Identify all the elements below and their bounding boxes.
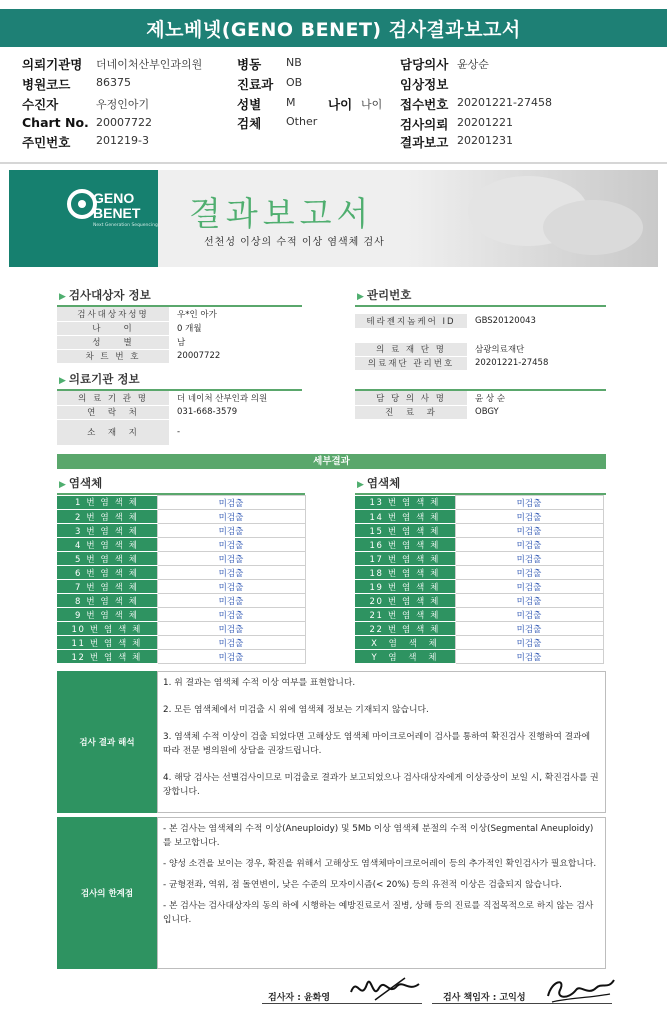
chart-label: Chart No. bbox=[22, 115, 89, 130]
chromosome-name: 19 번 염 색 체 bbox=[355, 580, 455, 594]
genobenet-logo bbox=[9, 170, 158, 267]
chromosome-result: 미검출 bbox=[157, 636, 305, 650]
request-meta bbox=[22, 55, 652, 155]
chromosome-name: 10 번 염 색 체 bbox=[57, 622, 157, 636]
chromosome-name: 7 번 염 색 체 bbox=[57, 580, 157, 594]
facility-value: 031-668-3579 bbox=[177, 407, 238, 417]
facility-key: 진 료 과 bbox=[355, 405, 467, 419]
interpretation-box bbox=[57, 671, 606, 813]
chromosome-row bbox=[57, 594, 305, 608]
institution-label: 의뢰기관명 bbox=[22, 57, 83, 72]
section-arrow-icon: ▶ bbox=[357, 480, 364, 490]
chromosome-name: 18 번 염 색 체 bbox=[355, 566, 455, 580]
specimen-label: 검체 bbox=[237, 116, 262, 131]
facility-key: 담 당 의 사 명 bbox=[355, 391, 467, 405]
ward-value: NB bbox=[286, 56, 302, 69]
limitation-item: - 본 검사는 염색체의 수적 이상(Aneuploidy) 및 5Mb 이상 염색체 분절의 수적 이상(Segmental Aneuploidy)를 보고합니다. bbox=[163, 824, 594, 848]
director-signature bbox=[538, 972, 618, 1006]
chromosome-result: 미검출 bbox=[157, 552, 305, 566]
chromosome-name: 6 번 염 색 체 bbox=[57, 566, 157, 580]
specimen-value: Other bbox=[286, 115, 318, 128]
subject-key: 검사대상자성명 bbox=[57, 307, 169, 321]
patient-label: 수진자 bbox=[22, 97, 59, 112]
subject-table bbox=[57, 307, 302, 364]
subject-value: 우*인 아가 bbox=[177, 310, 217, 320]
facility-key: 의 료 기 관 명 bbox=[57, 391, 169, 405]
director-label: 검사 책임자 : 고익성 bbox=[443, 993, 526, 1003]
chromosome-name: 4 번 염 색 체 bbox=[57, 538, 157, 552]
chromosome-result: 미검출 bbox=[455, 650, 603, 664]
management-table bbox=[355, 314, 606, 371]
chromosome-name: 12 번 염 색 체 bbox=[57, 650, 157, 664]
doctor-label: 담당의사 bbox=[400, 57, 449, 72]
chromosome-name: 13 번 염 색 체 bbox=[355, 496, 455, 510]
chromosome-row bbox=[355, 650, 603, 664]
limitations-box bbox=[57, 817, 606, 969]
chromosome-name: 3 번 염 색 체 bbox=[57, 524, 157, 538]
chromosome-row bbox=[57, 636, 305, 650]
chromosome-result: 미검출 bbox=[157, 650, 305, 664]
age-value: 나이 bbox=[361, 98, 383, 111]
chromosome-name: 16 번 염 색 체 bbox=[355, 538, 455, 552]
interpretation-item: 2. 모든 염색체에서 미검출 시 위에 염색체 정보는 기재되지 않습니다. bbox=[163, 705, 429, 715]
interpretation-item: 4. 해당 검사는 선별검사이므로 미검출로 결과가 보고되었으나 검사대상자에게 이상증상이 보일 시, 확진검사를 권장합니다. bbox=[163, 773, 599, 797]
chromosome-row bbox=[57, 608, 305, 622]
sex-value: M bbox=[286, 96, 296, 109]
logo-tagline: Next Generation Sequencing bbox=[93, 223, 158, 228]
hospital-code-value: 86375 bbox=[96, 76, 131, 89]
chromosome-result: 미검출 bbox=[455, 580, 603, 594]
chromosome-result: 미검출 bbox=[157, 524, 305, 538]
report-date-value: 20201231 bbox=[457, 134, 513, 147]
chromosome-row bbox=[57, 566, 305, 580]
management-section-title: ▶ 관리번호 bbox=[357, 288, 412, 302]
chromosome-result: 미검출 bbox=[157, 594, 305, 608]
chromosome-name: 9 번 염 색 체 bbox=[57, 608, 157, 622]
chromosome-name: 21 번 염 색 체 bbox=[355, 608, 455, 622]
interpretation-label: 검사 결과 해석 bbox=[57, 671, 157, 813]
section-divider bbox=[0, 162, 667, 164]
chromosome-name: 8 번 염 색 체 bbox=[57, 594, 157, 608]
chromosome-row bbox=[355, 496, 603, 510]
rrn-value: 201219-3 bbox=[96, 134, 149, 147]
chromosome-row bbox=[57, 552, 305, 566]
chromosome-result: 미검출 bbox=[455, 524, 603, 538]
chromosome-result: 미검출 bbox=[157, 580, 305, 594]
chromosome-row bbox=[57, 496, 305, 510]
chromosome-left-title: ▶ 염색체 bbox=[59, 476, 103, 490]
chromosome-row bbox=[355, 566, 603, 580]
chromosome-row bbox=[355, 622, 603, 636]
report-title: 제노베넷(GENO BENET) 검사결과보고서 bbox=[146, 18, 521, 41]
chromosome-result: 미검출 bbox=[157, 510, 305, 524]
section-arrow-icon: ▶ bbox=[59, 480, 66, 490]
management-key: 테라젠지놈케어 ID bbox=[355, 314, 467, 328]
dept-label: 진료과 bbox=[237, 77, 274, 92]
management-value: 삼광의료재단 bbox=[475, 345, 525, 355]
chromosome-row bbox=[355, 510, 603, 524]
chromosome-result: 미검출 bbox=[157, 538, 305, 552]
chromosome-table-right bbox=[355, 495, 604, 664]
chromosome-name: 2 번 염 색 체 bbox=[57, 510, 157, 524]
baby-feet-photo bbox=[408, 170, 658, 267]
tester-signature bbox=[345, 972, 425, 1006]
chromosome-row bbox=[57, 538, 305, 552]
chromosome-result: 미검출 bbox=[455, 552, 603, 566]
chromosome-table-left bbox=[57, 495, 306, 664]
chromosome-result: 미검출 bbox=[455, 496, 603, 510]
chromosome-row bbox=[355, 552, 603, 566]
report-header-banner bbox=[9, 170, 658, 267]
facility-table bbox=[57, 391, 302, 446]
dept-value: OB bbox=[286, 76, 303, 89]
report-date-label: 결과보고 bbox=[400, 135, 449, 150]
chromosome-row bbox=[57, 622, 305, 636]
logo-wordmark: GENO BENET bbox=[93, 190, 141, 221]
chromosome-name: X 염 색 체 bbox=[355, 636, 455, 650]
chromosome-name: 11 번 염 색 체 bbox=[57, 636, 157, 650]
subject-section-title: ▶ 검사대상자 정보 bbox=[59, 288, 151, 302]
chromosome-result: 미검출 bbox=[157, 608, 305, 622]
chromosome-row bbox=[57, 580, 305, 594]
facility-value: - bbox=[177, 427, 181, 437]
chromosome-result: 미검출 bbox=[455, 510, 603, 524]
subject-key: 성 별 bbox=[57, 335, 169, 349]
interpretation-body bbox=[157, 671, 606, 813]
facility-section-title: ▶ 의료기관 정보 bbox=[59, 372, 140, 386]
chromosome-row bbox=[57, 650, 305, 664]
chromosome-row bbox=[355, 608, 603, 622]
facility-value: OBGY bbox=[475, 407, 499, 417]
chromosome-row bbox=[57, 510, 305, 524]
chromosome-name: Y 염 색 체 bbox=[355, 650, 455, 664]
chromosome-right-title: ▶ 염색체 bbox=[357, 476, 401, 490]
ward-label: 병동 bbox=[237, 57, 262, 72]
chromosome-row bbox=[355, 636, 603, 650]
chromosome-name: 5 번 염 색 체 bbox=[57, 552, 157, 566]
chromosome-row bbox=[355, 538, 603, 552]
limitation-item: - 양성 소견을 보이는 경우, 확진을 위해서 고해상도 염색체마이크로어레이 등의 추가적인 확인검사가 필요합니다. bbox=[163, 859, 597, 869]
test-name-subtitle: 선천성 이상의 수적 이상 염색체 검사 bbox=[204, 237, 385, 248]
tester-label: 검사자 : 윤화영 bbox=[268, 993, 331, 1003]
chromosome-result: 미검출 bbox=[455, 538, 603, 552]
receipt-value: 20201221-27458 bbox=[457, 96, 552, 109]
chart-value: 20007722 bbox=[96, 116, 152, 129]
chromosome-row bbox=[355, 594, 603, 608]
institution-value: 더네이처산부인과의원 bbox=[96, 58, 203, 71]
chromosome-result: 미검출 bbox=[157, 566, 305, 580]
interpretation-item: 1. 위 결과는 염색체 수적 이상 여부를 표현합니다. bbox=[163, 678, 356, 688]
chromosome-name: 17 번 염 색 체 bbox=[355, 552, 455, 566]
hospital-code-label: 병원코드 bbox=[22, 77, 71, 92]
chromosome-name: 1 번 염 색 체 bbox=[57, 496, 157, 510]
limitation-item: - 균형전좌, 역위, 점 돌연변이, 낮은 수준의 모자이시즘(< 20%) 등의 유전적 이상은 검출되지 않습니다. bbox=[163, 880, 562, 890]
section-arrow-icon: ▶ bbox=[59, 292, 66, 302]
facility-key: 소 재 지 bbox=[57, 419, 169, 445]
chromosome-result: 미검출 bbox=[455, 636, 603, 650]
chromosome-result: 미검출 bbox=[157, 622, 305, 636]
chromosome-result: 미검출 bbox=[455, 622, 603, 636]
chromosome-result: 미검출 bbox=[455, 608, 603, 622]
chromosome-name: 14 번 염 색 체 bbox=[355, 510, 455, 524]
subject-value: 20007722 bbox=[177, 351, 221, 361]
request-value: 20201221 bbox=[457, 116, 513, 129]
management-key: 의료재단 관리번호 bbox=[355, 356, 467, 370]
management-key: 의 료 재 단 명 bbox=[355, 342, 467, 356]
subject-key: 나 이 bbox=[57, 321, 169, 335]
detail-results-bar: 세부결과 bbox=[57, 454, 606, 469]
section-arrow-icon: ▶ bbox=[357, 292, 364, 302]
chromosome-name: 15 번 염 색 체 bbox=[355, 524, 455, 538]
chromosome-name: 22 번 염 색 체 bbox=[355, 622, 455, 636]
result-report-heading: 결과보고서 bbox=[189, 194, 374, 233]
chromosome-result: 미검출 bbox=[157, 496, 305, 510]
management-table-rule bbox=[355, 305, 606, 307]
facility-right-table bbox=[355, 391, 606, 420]
interpretation-item: 3. 염색체 수적 이상이 검출 되었다면 고해상도 염색체 마이크로어레이 검사를 통하여 확진검사 진행하여 결과에 따라 전문 병의원에 상담을 권장드립니다. bbox=[163, 732, 591, 756]
report-title-bar bbox=[0, 9, 667, 47]
age-label: 나이 bbox=[328, 97, 353, 112]
facility-value: 윤 상 순 bbox=[475, 394, 506, 404]
facility-value: 더 네이처 산부인과 의원 bbox=[177, 394, 268, 404]
chromosome-row bbox=[355, 580, 603, 594]
rrn-label: 주민번호 bbox=[22, 135, 71, 150]
limitations-body bbox=[157, 817, 606, 969]
chromosome-row bbox=[355, 524, 603, 538]
chromosome-name: 20 번 염 색 체 bbox=[355, 594, 455, 608]
clinical-label: 임상정보 bbox=[400, 77, 449, 92]
chromosome-result: 미검출 bbox=[455, 566, 603, 580]
sex-label: 성별 bbox=[237, 97, 262, 112]
chromosome-row bbox=[57, 524, 305, 538]
patient-value: 우정인아기 bbox=[96, 98, 150, 111]
request-label: 검사의뢰 bbox=[400, 117, 449, 132]
management-value: 20201221-27458 bbox=[475, 358, 549, 368]
chromosome-result: 미검출 bbox=[455, 594, 603, 608]
section-arrow-icon: ▶ bbox=[59, 376, 66, 386]
limitations-label: 검사의 한계점 bbox=[57, 817, 157, 969]
limitation-item: - 본 검사는 검사대상자의 동의 하에 시행하는 예방진료로서 질병, 상해 등의 진료를 직접목적으로 하지 않는 검사입니다. bbox=[163, 901, 594, 925]
subject-value: 남 bbox=[177, 338, 186, 348]
receipt-label: 접수번호 bbox=[400, 97, 449, 112]
subject-key: 차 트 번 호 bbox=[57, 349, 169, 363]
management-value: GBS20120043 bbox=[475, 316, 536, 326]
doctor-value: 윤상순 bbox=[457, 58, 489, 71]
subject-value: 0 개월 bbox=[177, 324, 202, 334]
facility-key: 연 락 처 bbox=[57, 405, 169, 419]
